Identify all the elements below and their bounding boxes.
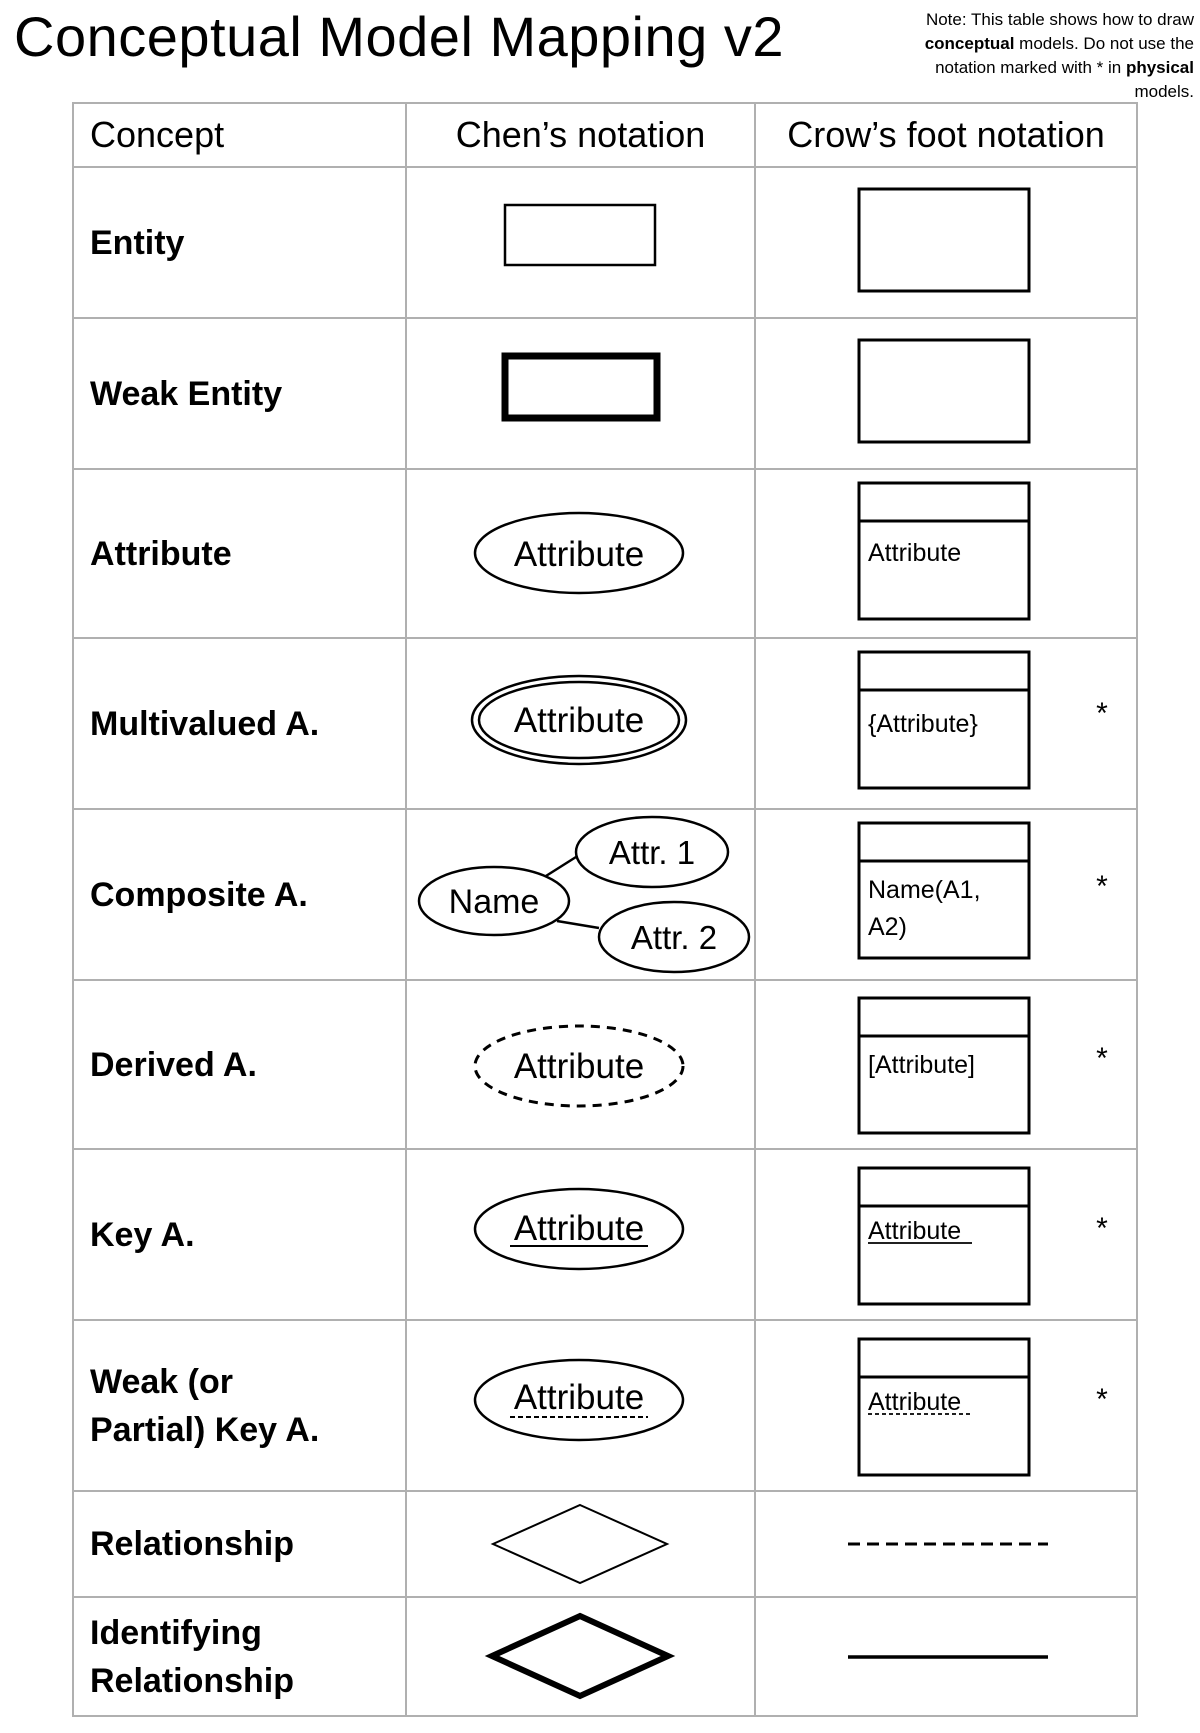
physical-marker: * xyxy=(1096,1042,1108,1075)
chen-derived-label: Attribute xyxy=(513,1047,645,1086)
concept-weak-entity: Weak Entity xyxy=(73,318,406,469)
column-header-crowsfoot: Crow’s foot notation xyxy=(755,103,1137,167)
chen-entity-shape xyxy=(407,168,754,317)
chen-relationship-cell xyxy=(406,1491,755,1597)
crow-key-label: Attribute xyxy=(868,1217,962,1245)
crow-weak-entity-shape xyxy=(756,319,1136,468)
crow-attribute-label: Attribute xyxy=(868,539,962,567)
chen-weak-key-label: Attribute xyxy=(513,1378,645,1417)
header-row xyxy=(73,103,1137,167)
chen-relationship-shape xyxy=(407,1492,754,1596)
concept-derived: Derived A. xyxy=(73,980,406,1149)
column-header-chen: Chen’s notation xyxy=(406,103,755,167)
crow-derived-shape xyxy=(756,981,1136,1148)
crow-composite-shape xyxy=(756,810,1136,979)
chen-attribute-shape xyxy=(407,470,754,637)
chen-multivalued-shape xyxy=(407,639,754,808)
crow-composite-line2: A2) xyxy=(868,913,907,941)
page-title xyxy=(14,4,784,69)
chen-weak-key-cell xyxy=(406,1320,755,1491)
crow-weak-key-cell xyxy=(755,1320,1137,1491)
chen-attribute-cell xyxy=(406,469,755,638)
chen-composite-cell xyxy=(406,809,755,980)
chen-weak-entity-cell xyxy=(406,318,755,469)
table-row xyxy=(73,638,1137,809)
table-row xyxy=(73,1320,1137,1491)
table-row xyxy=(73,1491,1137,1597)
crow-attribute-cell xyxy=(755,469,1137,638)
crow-composite-cell xyxy=(755,809,1137,980)
chen-composite-attr2: Attr. 2 xyxy=(630,919,718,956)
chen-weak-key-shape xyxy=(407,1321,754,1490)
crow-weak-key-label: Attribute xyxy=(868,1388,962,1416)
note-text-3: models. xyxy=(1134,82,1194,101)
chen-derived-cell xyxy=(406,980,755,1149)
crow-relationship-cell xyxy=(755,1491,1137,1597)
chen-composite-name: Name xyxy=(448,883,540,921)
crow-weak-key-shape xyxy=(756,1321,1136,1490)
chen-composite-shape xyxy=(407,810,754,979)
chen-weak-entity-shape xyxy=(407,319,754,468)
concept-weak-key-line1: Weak (or xyxy=(90,1362,233,1401)
concept-composite: Composite A. xyxy=(73,809,406,980)
chen-derived-shape xyxy=(407,981,754,1148)
concept-attribute: Attribute xyxy=(73,469,406,638)
chen-key-cell xyxy=(406,1149,755,1320)
physical-marker: * xyxy=(1096,870,1108,903)
chen-multivalued-label: Attribute xyxy=(513,701,645,740)
concept-relationship: Relationship xyxy=(73,1491,406,1597)
title-version: v2 xyxy=(723,5,784,68)
crow-key-cell xyxy=(755,1149,1137,1320)
physical-marker: * xyxy=(1096,1212,1108,1245)
crow-multivalued-shape xyxy=(756,639,1136,808)
concept-identifying-line2: Relationship xyxy=(90,1661,295,1700)
table-row xyxy=(73,469,1137,638)
table-row xyxy=(73,1597,1137,1716)
crow-multivalued-cell xyxy=(755,638,1137,809)
title-text: Conceptual Model Mapping xyxy=(14,5,708,68)
table-row xyxy=(73,318,1137,469)
table-row xyxy=(73,809,1137,980)
note-bold-physical: physical xyxy=(1125,58,1194,77)
crow-composite-line1: Name(A1, xyxy=(868,876,981,904)
chen-identifying-relationship-cell xyxy=(406,1597,755,1716)
mapping-table xyxy=(72,102,1138,1717)
usage-note xyxy=(894,8,1194,104)
concept-entity: Entity xyxy=(73,167,406,318)
crow-entity-cell xyxy=(755,167,1137,318)
crow-key-shape xyxy=(756,1150,1136,1319)
table-row xyxy=(73,167,1137,318)
physical-marker: * xyxy=(1096,1383,1108,1416)
crow-derived-label: [Attribute] xyxy=(868,1051,975,1079)
concept-weak-key xyxy=(73,1320,406,1491)
crow-weak-entity-cell xyxy=(755,318,1137,469)
table-row xyxy=(73,980,1137,1149)
column-header-concept: Concept xyxy=(73,103,406,167)
crow-identifying-relationship-shape xyxy=(756,1598,1136,1715)
chen-entity-cell xyxy=(406,167,755,318)
crow-derived-cell xyxy=(755,980,1137,1149)
chen-attribute-label: Attribute xyxy=(513,535,645,574)
table-row xyxy=(73,1149,1137,1320)
chen-key-label: Attribute xyxy=(513,1209,645,1248)
crow-attribute-shape xyxy=(756,470,1136,637)
chen-composite-attr1: Attr. 1 xyxy=(608,834,696,871)
crow-identifying-relationship-cell xyxy=(755,1597,1137,1716)
concept-multivalued: Multivalued A. xyxy=(73,638,406,809)
concept-weak-key-line2: Partial) Key A. xyxy=(90,1410,320,1449)
note-text-2: models. Do not use the notation marked with * in xyxy=(935,34,1194,77)
chen-multivalued-cell xyxy=(406,638,755,809)
crow-multivalued-label: {Attribute} xyxy=(868,710,978,738)
crow-entity-shape xyxy=(756,168,1136,317)
concept-key: Key A. xyxy=(73,1149,406,1320)
chen-identifying-relationship-shape xyxy=(407,1598,754,1715)
note-bold-conceptual: conceptual xyxy=(924,34,1015,53)
concept-identifying-relationship xyxy=(73,1597,406,1716)
note-text-1: Note: This table shows how to draw xyxy=(925,10,1194,29)
crow-relationship-shape xyxy=(756,1492,1136,1596)
concept-identifying-line1: Identifying xyxy=(90,1613,262,1652)
physical-marker: * xyxy=(1096,697,1108,730)
chen-key-shape xyxy=(407,1150,754,1319)
